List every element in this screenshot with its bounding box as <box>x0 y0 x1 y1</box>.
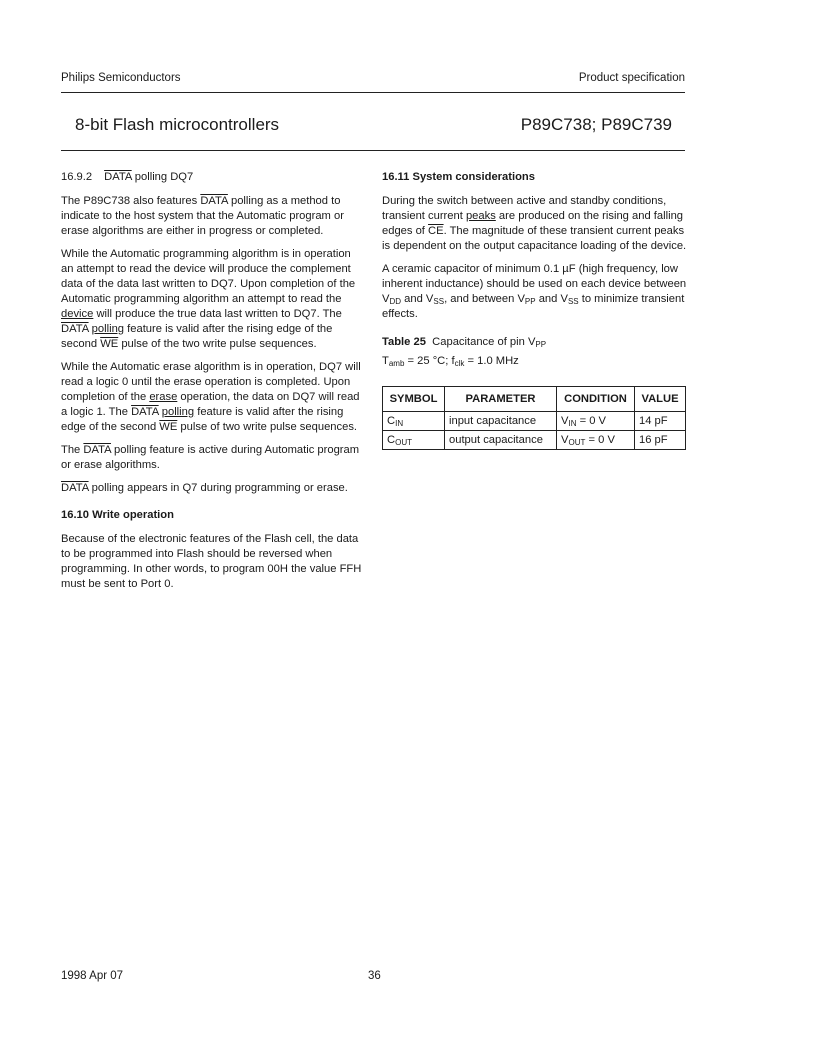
table-row <box>383 412 686 431</box>
capacitance-table <box>382 386 686 450</box>
table-conditions: $T_{amb} = 25$ °C; $f_{clk} = 1.0$ MHz <box>382 355 519 368</box>
section-16-10-heading: 16.10 Write operation <box>61 509 174 521</box>
cell-condition: $V_{OUT} = 0$ V <box>557 431 635 450</box>
paragraph: A ceramic capacitor of minimum 0.1 µF (high frequency, low inherent inductance) should be used on each device between $V_{DD}$ and $V_{SS}$, and between $V_{PP}$ and $V_{SS}$ to minimize transient effects. <box>382 263 687 320</box>
paragraph: Because of the electronic features of the Flash cell, the data to be programmed into Flash should be reversed when programming. In other words, to program 00H the value FFH must be sent to Port 0. <box>61 533 362 590</box>
document-type: Product specification <box>578 72 685 84</box>
left-column <box>61 170 366 600</box>
paragraph: While the Automatic programming algorithm is in operation an attempt to read the device will produce the complement data of the data last written to DQ7. Upon completion of the Automatic programming algorithm an attempt to read the device will produce the true data last written to DQ7. The DATA polling feature is valid after the rising edge of the second $\overline{WE}$ pulse of the two write pulse sequences. <box>61 248 356 350</box>
footer-date: 1998 Apr 07 <box>61 970 124 982</box>
header-rule-bottom <box>61 150 685 151</box>
header-parameter: PARAMETER <box>445 387 557 412</box>
cell-condition: $V_{IN} = 0$ V <box>557 412 635 431</box>
table-header-row <box>383 387 686 412</box>
paragraph: While the Automatic erase algorithm is in operation, DQ7 will read a logic 0 until the erase operation is completed. Upon completion of the erase operation, the data on DQ7 will read a logic 1. The DATA polling feature is valid after the rising edge of the second $\overline{WE}$ pulse of two write pulse sequences. <box>61 361 361 433</box>
company-name: Philips Semiconductors <box>61 72 181 84</box>
paragraph: The DATA polling feature is active during Automatic program or erase algorithms. <box>61 444 360 471</box>
section-16-11-heading: 16.11 System considerations <box>382 171 535 183</box>
paragraph: DATA polling appears in Q7 during programming or erase. <box>61 482 348 494</box>
data-overbar: DATA <box>104 171 132 183</box>
header-rule-top <box>61 92 685 93</box>
cell-value: 16 pF <box>635 431 686 450</box>
table-row <box>383 431 686 450</box>
page-number: 36 <box>368 970 381 982</box>
cell-parameter: input capacitance <box>445 412 557 431</box>
cell-value: 14 pF <box>635 412 686 431</box>
heading-text: polling DQ7 <box>131 171 194 183</box>
part-numbers: P89C738; P89C739 <box>520 115 672 134</box>
header-condition: CONDITION <box>557 387 635 412</box>
header-value: VALUE <box>635 387 686 412</box>
page-title: 8-bit Flash microcontrollers <box>75 115 280 134</box>
table-caption: Table 25 Capacitance of pin $V_{PP}$ <box>382 336 547 349</box>
cell-symbol: $C_{IN}$ <box>383 412 445 431</box>
header-symbol: SYMBOL <box>383 387 445 412</box>
section-16-9-2-heading <box>61 170 366 185</box>
right-column <box>382 170 687 377</box>
paragraph: During the switch between active and standby conditions, transient current peaks are produced on the rising and falling edges of $\overline{CE}$. The magnitude of these transient current peaks is dependent on the output capacitance loading of the device. <box>382 195 687 252</box>
cell-symbol: $C_{OUT}$ <box>383 431 445 450</box>
cell-parameter: output capacitance <box>445 431 557 450</box>
paragraph: The P89C738 also features DATA polling as a method to indicate to the host system that the Automatic program or erase algorithms are either in progress or completed. <box>61 195 344 237</box>
section-number: 16.9.2 <box>61 171 93 183</box>
